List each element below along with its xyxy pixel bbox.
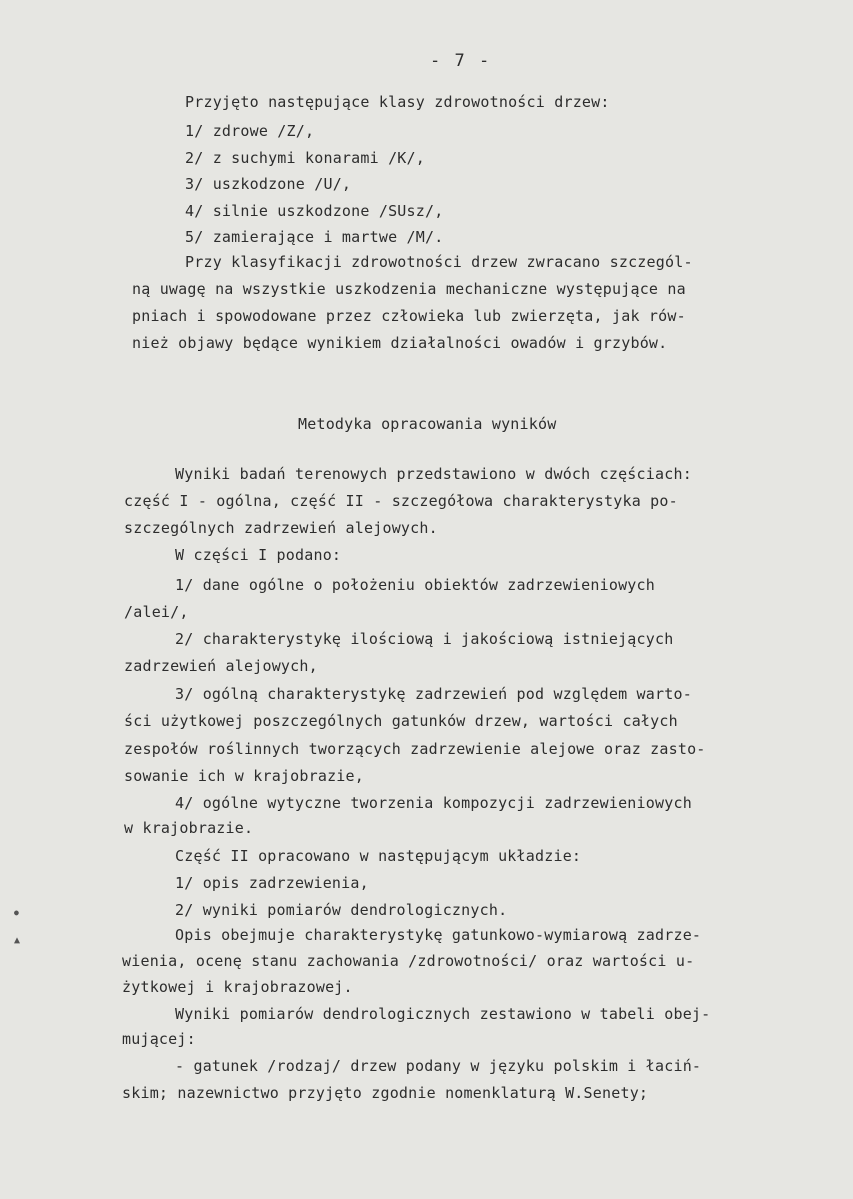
page-number: - 7 - bbox=[430, 51, 492, 71]
list-item: 1/ dane ogólne o położeniu obiektów zadrzewieniowych bbox=[175, 576, 655, 594]
part2-intro: Część II opracowano w następującym układzie: bbox=[175, 847, 582, 865]
paragraph-line: nież objawy będące wynikiem działalności owadów i grzybów. bbox=[132, 334, 668, 352]
classes-intro: Przyjęto następujące klasy zdrowotności drzew: bbox=[185, 93, 610, 111]
paragraph-line: pniach i spowodowane przez człowieka lub zwierzęta, jak rów- bbox=[132, 307, 686, 325]
paragraph-line: mującej: bbox=[122, 1030, 196, 1048]
list-item: 2/ wyniki pomiarów dendrologicznych. bbox=[175, 901, 508, 919]
part1-intro: W części I podano: bbox=[175, 546, 342, 564]
class-item: 4/ silnie uszkodzone /SUsz/, bbox=[185, 202, 444, 220]
list-item-continuation: ści użytkowej poszczególnych gatunków drzew, wartości całych bbox=[124, 712, 678, 730]
dash-item: - gatunek /rodzaj/ drzew podany w języku polskim i łaciń- bbox=[175, 1057, 702, 1075]
class-item: 1/ zdrowe /Z/, bbox=[185, 122, 315, 140]
paragraph-line: Wyniki badań terenowych przedstawiono w dwóch częściach: bbox=[175, 465, 692, 483]
paragraph-line: Opis obejmuje charakterystykę gatunkowo-wymiarową zadrze- bbox=[175, 926, 702, 944]
paragraph-line: żytkowej i krajobrazowej. bbox=[122, 978, 353, 996]
class-item: 5/ zamierające i martwe /M/. bbox=[185, 228, 444, 246]
list-item: 1/ opis zadrzewienia, bbox=[175, 874, 369, 892]
paragraph-line: część I - ogólna, część II - szczegółowa charakterystyka po- bbox=[124, 492, 678, 510]
scan-mark: ▲ bbox=[14, 935, 21, 946]
paragraph-line: ną uwagę na wszystkie uszkodzenia mechaniczne występujące na bbox=[132, 280, 686, 298]
paragraph-line: szczególnych zadrzewień alejowych. bbox=[124, 519, 438, 537]
section-heading: Metodyka opracowania wyników bbox=[298, 415, 557, 433]
class-item: 2/ z suchymi konarami /K/, bbox=[185, 149, 425, 167]
list-item: 2/ charakterystykę ilościową i jakościową istniejących bbox=[175, 630, 674, 648]
paragraph-line: Przy klasyfikacji zdrowotności drzew zwracano szczegól- bbox=[185, 253, 693, 271]
paragraph-line: wienia, ocenę stanu zachowania /zdrowotności/ oraz wartości u- bbox=[122, 952, 695, 970]
class-item: 3/ uszkodzone /U/, bbox=[185, 175, 352, 193]
list-item-continuation: zadrzewień alejowych, bbox=[124, 657, 318, 675]
dash-item-continuation: skim; nazewnictwo przyjęto zgodnie nomenklaturą W.Senety; bbox=[122, 1084, 649, 1102]
list-item-continuation: sowanie ich w krajobrazie, bbox=[124, 767, 364, 785]
list-item-continuation: /alei/, bbox=[124, 603, 189, 621]
list-item: 4/ ogólne wytyczne tworzenia kompozycji zadrzewieniowych bbox=[175, 794, 692, 812]
list-item: 3/ ogólną charakterystykę zadrzewień pod względem warto- bbox=[175, 685, 692, 703]
scan-mark: ● bbox=[14, 908, 19, 917]
list-item-continuation: w krajobrazie. bbox=[124, 819, 254, 837]
paragraph-line: Wyniki pomiarów dendrologicznych zestawiono w tabeli obej- bbox=[175, 1005, 711, 1023]
list-item-continuation: zespołów roślinnych tworzących zadrzewienie alejowe oraz zasto- bbox=[124, 740, 706, 758]
